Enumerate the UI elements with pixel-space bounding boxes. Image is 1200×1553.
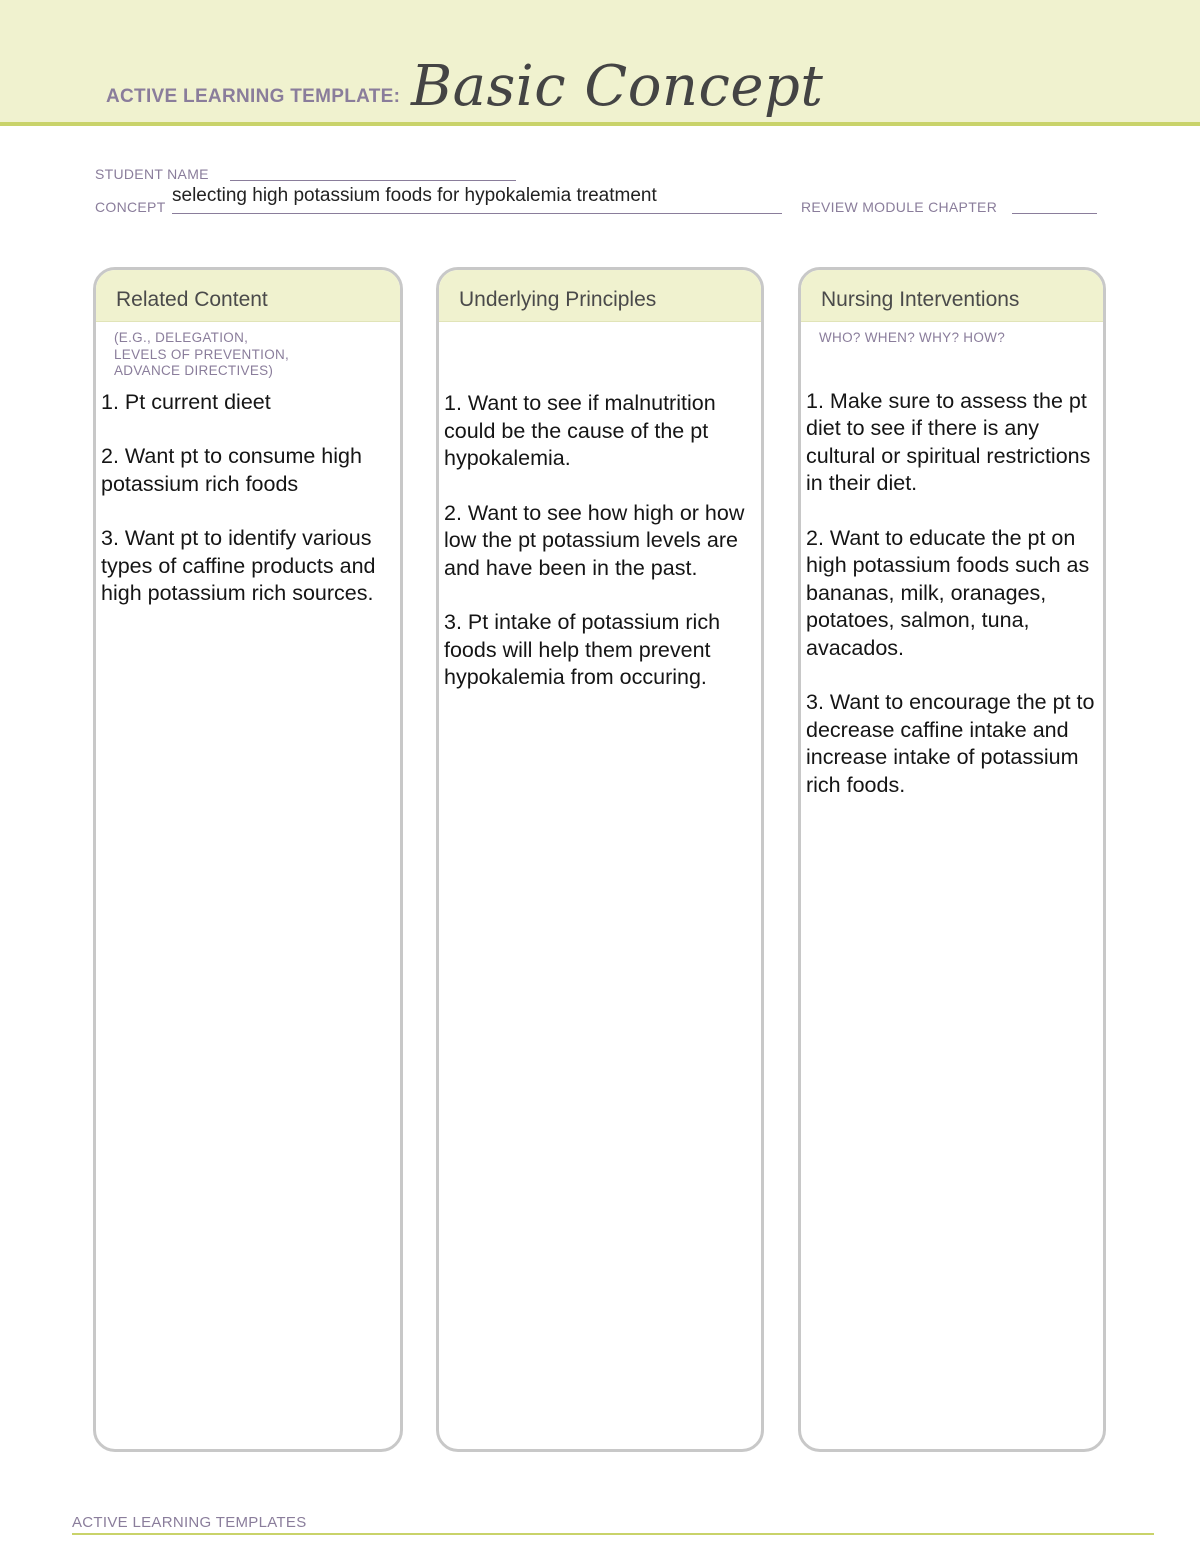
footer-rule [72, 1533, 1154, 1535]
concept-field[interactable] [172, 213, 782, 214]
subtitle-line: ADVANCE DIRECTIVES) [114, 363, 274, 378]
related-content-panel [93, 267, 403, 1452]
panel-title: Related Content [96, 270, 400, 322]
list-item: 2. Want to educate the pt on high potassium foods such as bananas, milk, oranages, potatoes, salmon, tuna, avacados. [806, 525, 1090, 660]
concept-label: CONCEPT [95, 199, 166, 215]
list-item: 3. Want pt to identify various types of caffine products and high potassium rich sources. [101, 526, 376, 605]
header-rule [0, 122, 1200, 126]
subtitle-line: (E.G., DELEGATION, [114, 330, 249, 345]
panel-title: Underlying Principles [439, 270, 761, 322]
nursing-interventions-panel [798, 267, 1106, 1452]
panel-items [439, 322, 761, 692]
template-label: ACTIVE LEARNING TEMPLATE: [106, 86, 401, 107]
list-item: 1. Pt current dieet [101, 389, 271, 414]
panel-items [96, 380, 400, 608]
list-item: 2. Want pt to consume high potassium rich foods [101, 444, 362, 496]
footer-text: ACTIVE LEARNING TEMPLATES [72, 1514, 307, 1531]
review-module-chapter-field[interactable] [1012, 213, 1097, 214]
panel-subtitle [801, 322, 1103, 347]
concept-value: selecting high potassium foods for hypokalemia treatment [172, 185, 657, 206]
list-item: 3. Pt intake of potassium rich foods will help them prevent hypokalemia from occuring. [444, 610, 721, 689]
panel-subtitle [96, 322, 400, 380]
list-item: 2. Want to see how high or how low the pt potassium levels are and have been in the past. [444, 500, 745, 580]
list-item: 1. Make sure to assess the pt diet to see if there is any cultural or spiritual restrictions in their diet. [806, 388, 1091, 495]
list-item: 1. Want to see if malnutrition could be the cause of the pt hypokalemia. [444, 391, 716, 470]
underlying-principles-panel [436, 267, 764, 1452]
review-module-chapter-label: REVIEW MODULE CHAPTER [801, 199, 998, 215]
student-name-label: STUDENT NAME [95, 166, 209, 182]
panel-items [801, 347, 1103, 800]
template-title: Basic Concept [411, 54, 824, 119]
subtitle-line: LEVELS OF PREVENTION, [114, 346, 290, 362]
panel-title: Nursing Interventions [801, 270, 1103, 322]
list-item: 3. Want to encourage the pt to decrease caffine intake and increase intake of potassium rich foods. [806, 690, 1095, 797]
student-name-field[interactable] [230, 180, 516, 181]
subtitle-line: WHO? WHEN? WHY? HOW? [819, 330, 1006, 345]
